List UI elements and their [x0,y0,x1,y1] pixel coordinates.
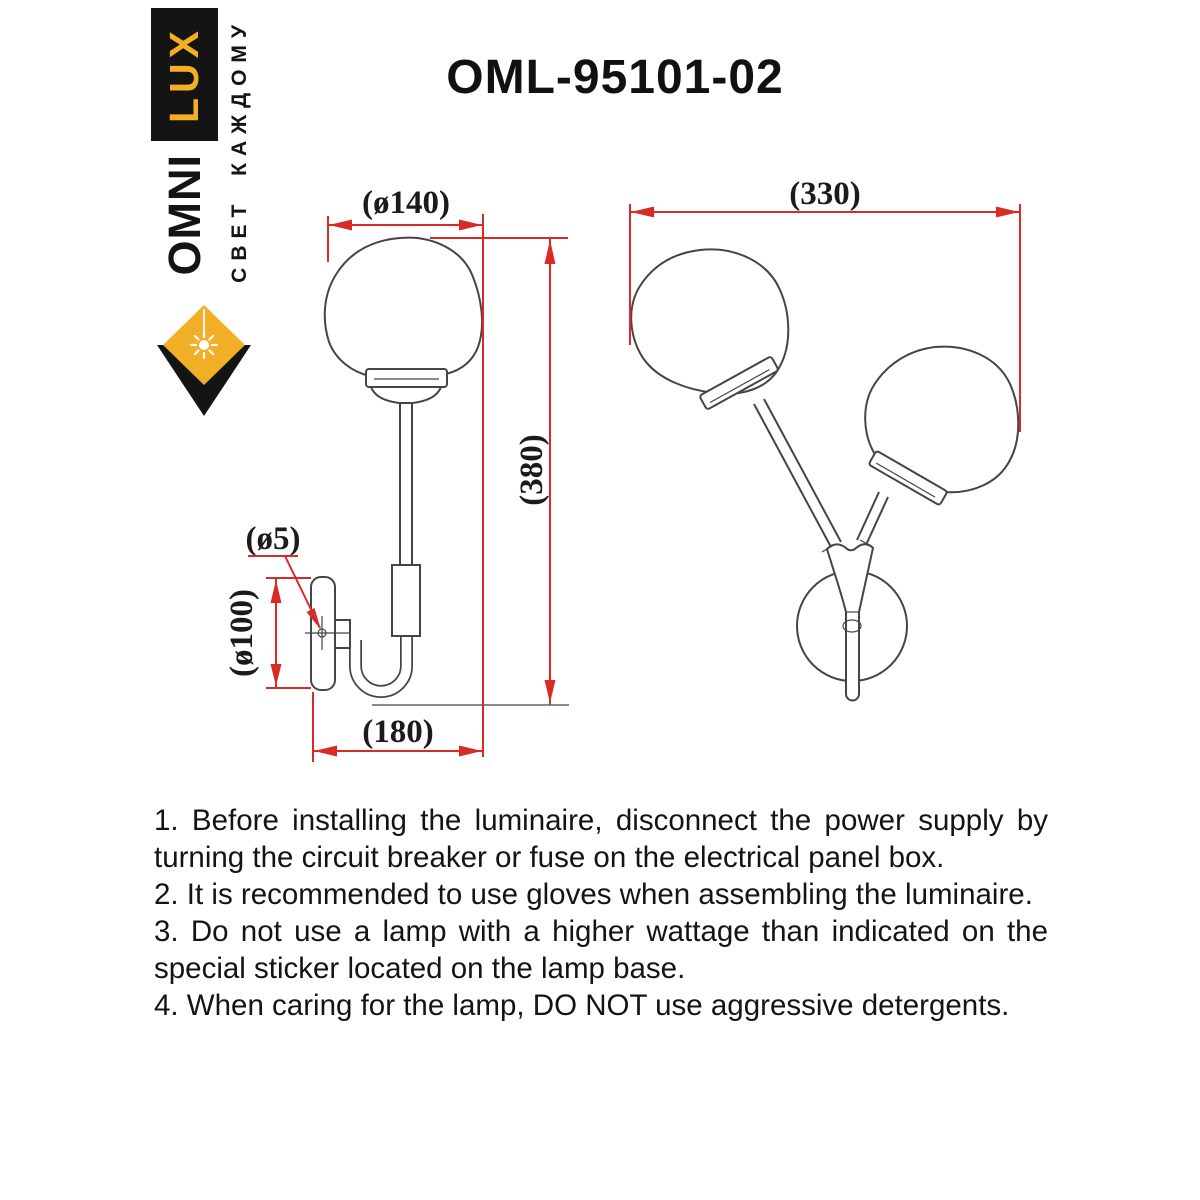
instruction-line-3: 2. It is recommended to use gloves when assembling the luminaire. [154,878,1033,911]
brand-tagline: СВЕТ КАЖДОМУ [228,17,251,283]
brand-name-lux: LUX [161,26,207,123]
dim-total-height: (380) [514,434,550,506]
brand-name-omni: OMNI [158,154,210,276]
safety-instructions [154,802,1048,1024]
instruction-line-1: 1. Before installing the luminaire, disconnect the power supply by [154,804,1048,837]
instruction-line-5: special sticker located on the lamp base. [154,952,686,985]
dim-projection-depth: (180) [362,714,434,750]
instruction-line-2: turning the circuit breaker or fuse on the electrical panel box. [154,841,945,874]
page-title: OML-95101-02 [446,51,784,104]
dim-backplate-diameter: (ø100) [224,589,260,677]
dim-globe-diameter: (ø140) [362,185,450,221]
dim-mount-hole: (ø5) [245,521,301,557]
instruction-line-6: 4. When caring for the lamp, DO NOT use aggressive detergents. [154,989,1010,1022]
dim-total-width: (330) [789,176,861,212]
right-view-front [631,249,1018,700]
instruction-line-4: 3. Do not use a lamp with a higher wattage than indicated on the [154,915,1048,948]
